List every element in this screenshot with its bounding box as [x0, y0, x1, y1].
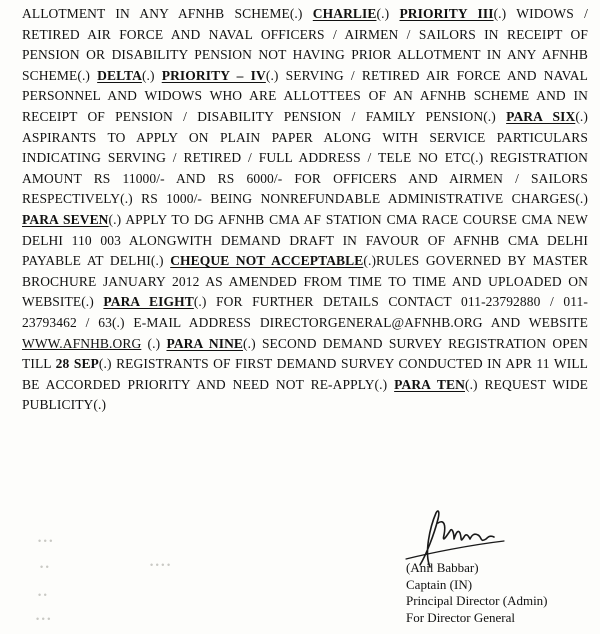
- message-body-text: [22, 4, 588, 416]
- body-text-segment: (.) WIDOWS / RETIRED AIR FORCE AND NAVAL OFFICERS / AIRMEN / SAILORS IN RECEIPT OF PENSION OR DISABILITY PENSION NOT HAVING PRIOR ALLOTMENT IN ANY AFNHB SCHEME(.): [22, 6, 588, 83]
- signature-block: [406, 560, 596, 626]
- body-text-segment: (.): [141, 335, 167, 351]
- para-heading: PRIORITY – IV: [161, 67, 266, 83]
- body-text-segment: (.) SERVING / RETIRED AIR FORCE AND NAVAL PERSONNEL AND WIDOWS WHO ARE ALLOTTEES OF AN AFNHB SCHEME AND IN RECEIPT OF PENSION / DISABILITY PENSION / FAMILY PENSION(.): [22, 67, 588, 124]
- para-heading: PARA SEVEN: [22, 211, 109, 227]
- signatory-rank: Captain (IN): [406, 576, 473, 592]
- body-text-segment: (.) ASPIRANTS TO APPLY ON PLAIN PAPER ALONG WITH SERVICE PARTICULARS INDICATING SERVING / RETIRED / FULL ADDRESS / TELE NO ETC(.) REGISTRATION AMOUNT RS 11000/- AND RS 6000/- FOR OFFICERS AND AIRMEN / SAILORS RESPECTIVELY(.) RS 1000/- BEING NONREFUNDABLE ADMINISTRATIVE CHARGES(.): [22, 108, 588, 207]
- para-heading: CHEQUE NOT ACCEPTABLE: [170, 253, 364, 269]
- body-text-segment: (.) REGISTRANTS OF FIRST DEMAND SURVEY CONDUCTED IN APR 11 WILL BE ACCORDED PRIORITY AND NEED NOT RE-APPLY(.): [22, 356, 589, 392]
- para-heading: PARA TEN: [394, 376, 465, 392]
- body-text-segment: (.) REQUEST WIDE PUBLICITY(.): [22, 376, 589, 413]
- body-text-segment: (.) SECOND DEMAND SURVEY REGISTRATION OPEN TILL: [22, 335, 588, 372]
- faint-smudge: • •: [38, 590, 47, 600]
- faint-smudge: • • • •: [150, 560, 171, 570]
- faint-smudge: • •: [40, 562, 49, 572]
- body-text-segment: (.) APPLY TO DG AFNHB CMA AF STATION CMA RACE COURSE CMA NEW DELHI 110 003 ALONGWITH DEMAND DRAFT IN FAVOUR OF AFNHB CMA DELHI PAYABLE AT DELHI(.): [22, 211, 588, 269]
- body-text-segment: (.)RULES GOVERNED BY MASTER BROCHURE JANUARY 2012 AS AMENDED FROM TIME TO TIME AND UPLOADED ON WEBSITE(.): [22, 253, 588, 310]
- faint-smudge: • • •: [36, 614, 51, 624]
- body-text-segment: (.): [141, 67, 162, 83]
- para-heading: PRIORITY III: [399, 6, 494, 21]
- faint-smudge: • • •: [38, 536, 53, 546]
- para-heading: PARA NINE: [166, 335, 244, 351]
- para-heading: PARA SIX: [506, 108, 576, 124]
- signatory-designation: Principal Director (Admin): [406, 593, 548, 608]
- signatory-for-line: For Director General: [406, 609, 516, 625]
- body-text-segment: ALLOTMENT IN ANY AFNHB SCHEME(.): [22, 6, 313, 21]
- para-heading: CHARLIE: [312, 6, 377, 21]
- bold-date: 28 SEP: [55, 356, 99, 372]
- para-heading: DELTA: [97, 67, 142, 83]
- website-text: WWW.AFNHB.ORG: [22, 335, 142, 351]
- body-text-segment: (.) FOR FURTHER DETAILS CONTACT 011-23792880 / 011-23793462 / 63(.) E-MAIL ADDRESS DIRECTORGENERAL@AFNHB.ORG AND WEBSITE: [22, 294, 588, 330]
- para-heading: PARA EIGHT: [103, 294, 194, 310]
- signatory-name: (Anil Babbar): [406, 560, 479, 575]
- body-text-segment: (.): [376, 6, 400, 21]
